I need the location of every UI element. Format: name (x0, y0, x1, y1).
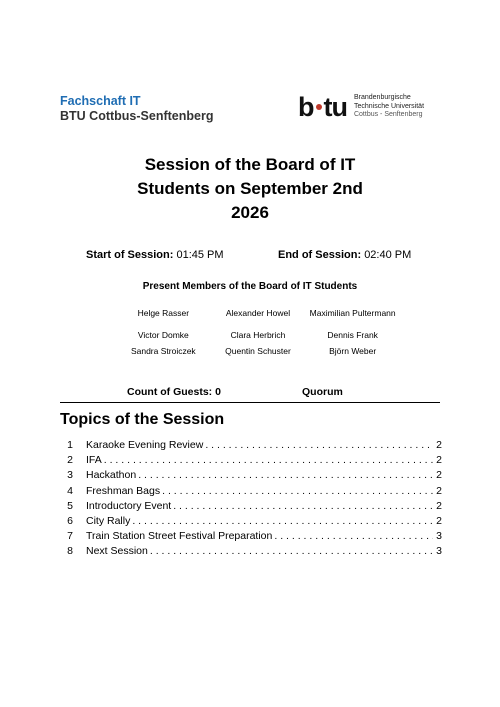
document-title (0, 153, 500, 225)
session-start (86, 249, 224, 261)
session-start-value: 01:45 PM (176, 249, 224, 261)
topic-name: Hackathon (86, 469, 137, 482)
session-start-label: Start of Session: (86, 249, 174, 261)
member-name: Victor Domke (137, 330, 189, 340)
session-end-label: End of Session: (278, 249, 362, 261)
topic-leader-dots (173, 500, 433, 512)
members-table (116, 299, 400, 359)
members-row (116, 327, 400, 344)
topic-item[interactable] (60, 439, 442, 454)
logo-line-2: Technische Universität (353, 102, 425, 110)
topic-page: 3 (436, 545, 442, 558)
topic-item[interactable] (60, 500, 442, 515)
topics-section-header (60, 402, 440, 430)
members-title: Present Members of the Board of IT Students (142, 281, 358, 292)
session-end-value: 02:40 PM (364, 249, 412, 261)
organization-name (60, 94, 213, 124)
logo-text (354, 94, 424, 120)
topics-list (60, 439, 442, 561)
topic-page: 2 (436, 514, 442, 527)
topic-name: Karaoke Evening Review (86, 439, 204, 451)
member-name: Björn Weber (329, 346, 377, 356)
topic-number: 1 (67, 439, 73, 451)
title-line-3: 2026 (231, 203, 269, 222)
member-name: Sandra Stroiczek (130, 346, 196, 356)
members-row (116, 344, 400, 359)
topic-number: 8 (67, 545, 73, 558)
title-line-2: Students on September 2nd (137, 179, 363, 198)
topic-page: 2 (436, 499, 442, 512)
topic-leader-dots (162, 485, 433, 497)
topic-leader-dots (150, 545, 433, 557)
org-line-1: Fachschaft IT (60, 94, 141, 108)
member-name: Clara Herbrich (230, 330, 286, 340)
member-name: Dennis Frank (327, 330, 378, 340)
members-row (116, 299, 400, 327)
topic-name: IFA (86, 454, 102, 467)
topic-leader-dots (274, 530, 433, 542)
member-name: Quentin Schuster (225, 346, 291, 356)
topic-page: 3 (436, 530, 442, 543)
topic-name: Next Session (86, 545, 148, 558)
topic-item[interactable] (60, 530, 442, 545)
topic-number: 2 (67, 454, 73, 467)
topic-name: Train Station Street Festival Preparation (86, 530, 273, 543)
session-end (278, 249, 411, 261)
topic-leader-dots (132, 515, 433, 527)
guest-count: Count of Guests: 0 (127, 386, 221, 398)
topic-number: 4 (67, 484, 73, 497)
topic-item[interactable] (60, 545, 442, 560)
member-name: Maximilian Pultermann (309, 307, 396, 318)
logo-mark-right: tu (323, 92, 347, 122)
logo-mark-left: b (298, 92, 314, 122)
topic-number: 6 (67, 514, 73, 527)
topic-number: 3 (67, 469, 73, 482)
logo-line-3: Cottbus - Senftenberg (353, 111, 423, 119)
title-line-1: Session of the Board of IT (144, 155, 356, 174)
topic-name: City Rally (86, 514, 131, 527)
logo-dot (316, 104, 322, 110)
topic-name: Introductory Event (86, 499, 172, 512)
topic-page: 2 (436, 439, 442, 451)
logo-mark (298, 94, 347, 120)
topic-item[interactable] (60, 515, 442, 530)
university-logo (298, 94, 424, 120)
member-name: Helge Rasser (137, 307, 190, 318)
topic-item[interactable] (60, 485, 442, 500)
topic-leader-dots (138, 469, 433, 481)
member-name: Alexander Howel (225, 307, 291, 318)
topics-heading: Topics of the Session (60, 411, 225, 428)
org-line-2: BTU Cottbus-Senftenberg (60, 109, 214, 123)
topic-item[interactable] (60, 469, 442, 484)
topic-number: 5 (67, 499, 73, 512)
logo-line-1: Brandenburgische (353, 94, 411, 102)
topic-name: Freshman Bags (86, 484, 161, 497)
topic-page: 2 (436, 469, 442, 482)
topic-page: 2 (436, 484, 442, 497)
topic-number: 7 (67, 530, 73, 543)
quorum-label: Quorum (302, 386, 343, 398)
topic-leader-dots (205, 439, 433, 451)
topic-page: 2 (436, 454, 442, 467)
topic-item[interactable] (60, 454, 442, 469)
topic-leader-dots (104, 454, 433, 466)
